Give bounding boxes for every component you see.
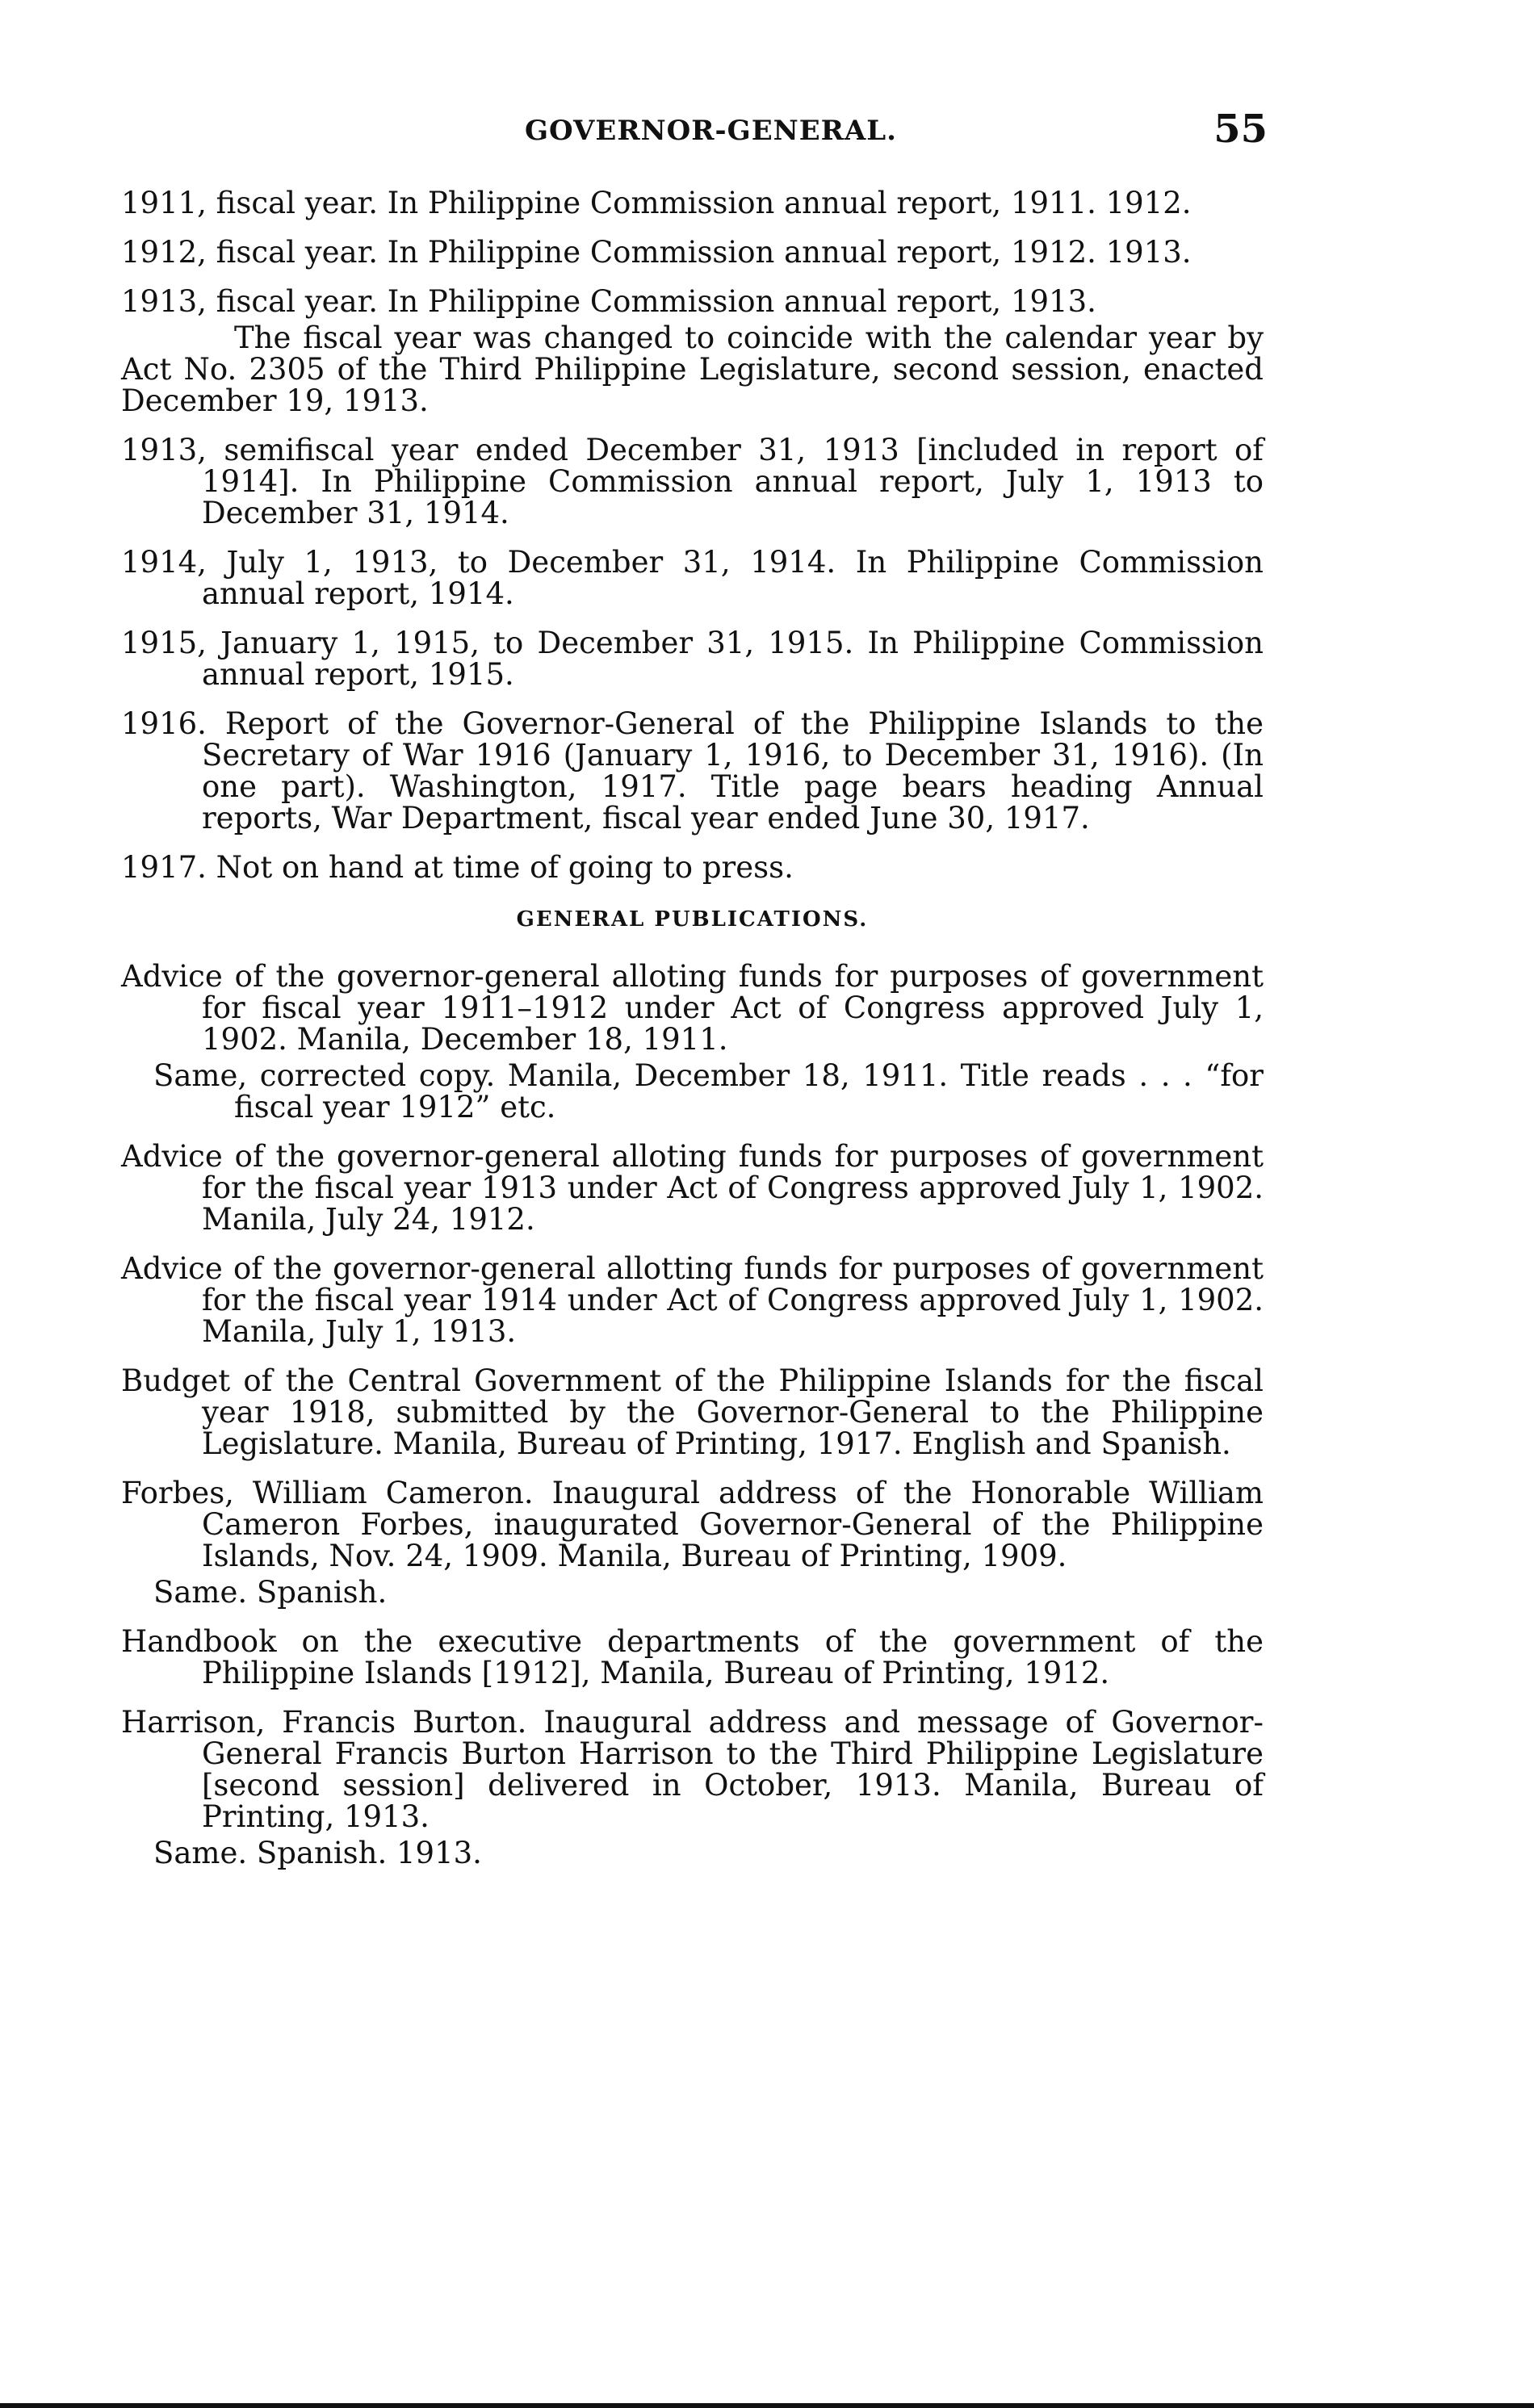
section-heading-general-publications: GENERAL PUBLICATIONS.	[516, 907, 869, 932]
publication-subentry: Same. Spanish. 1913.	[153, 1836, 482, 1870]
publication-entry: Harrison, Francis Burton. Inaugural address and message of Governor-General Francis Burton Harrison to the Third Philippine Legislature [second session] delivered in October, 1913. Manila, Bureau of Printing, 1913.	[121, 1705, 1264, 1834]
main-text	[121, 187, 1264, 1887]
publication-entry: Handbook on the executive departments of the government of the Philippine Islands [1912], Manila, Bureau of Printing, 1912.	[121, 1624, 1264, 1690]
fiscal-year-note: The fiscal year was changed to coincide with the calendar year by Act No. 2305 of the Third Philippine Legislature, second session, enacted December 19, 1913.	[121, 320, 1264, 418]
report-entry-1917: 1917. Not on hand at time of going to press.	[121, 850, 794, 885]
report-entry-1915: 1915, January 1, 1915, to December 31, 1915. In Philippine Commission annual report, 1915.	[121, 626, 1264, 692]
page-number: 55	[1213, 107, 1268, 152]
publication-subentry: Same. Spanish.	[153, 1575, 388, 1610]
bottom-rule	[0, 2403, 1534, 2408]
report-entry-1912: 1912, fiscal year. In Philippine Commission annual report, 1912. 1913.	[121, 235, 1192, 270]
publication-entry: Advice of the governor-general alloting funds for purposes of government for fiscal year 1911–1912 under Act of Congress approved July 1, 1902. Manila, December 18, 1911.	[121, 959, 1264, 1057]
report-entry-1914: 1914, July 1, 1913, to December 31, 1914. In Philippine Commission annual report, 1914.	[121, 545, 1264, 611]
report-entry-1911: 1911, fiscal year. In Philippine Commission annual report, 1911. 1912.	[121, 186, 1192, 220]
report-entry-1913-semifiscal: 1913, semifiscal year ended December 31, 1913 [included in report of 1914]. In Philippine Commission annual report, July 1, 1913 to December 31, 1914.	[121, 433, 1264, 530]
publication-entry: Forbes, William Cameron. Inaugural address of the Honorable William Cameron Forbes, inaugurated Governor-General of the Philippine Islands, Nov. 24, 1909. Manila, Bureau of Printing, 1909.	[121, 1476, 1264, 1573]
publication-entry: Budget of the Central Government of the Philippine Islands for the fiscal year 1918, submitted by the Governor-General to the Philippine Legislature. Manila, Bureau of Printing, 1917. English and Spanish.	[121, 1363, 1264, 1461]
running-head	[121, 107, 1268, 163]
running-head-title: GOVERNOR-GENERAL.	[525, 115, 897, 147]
publication-subentry: Same, corrected copy. Manila, December 18, 1911. Title reads . . . “for fiscal year 1912” etc.	[153, 1058, 1264, 1124]
publication-entry: Advice of the governor-general alloting funds for purposes of government for the fiscal year 1913 under Act of Congress approved July 1, 1902. Manila, July 24, 1912.	[121, 1139, 1264, 1237]
publication-entry: Advice of the governor-general allotting funds for purposes of government for the fiscal year 1914 under Act of Congress approved July 1, 1902. Manila, July 1, 1913.	[121, 1251, 1264, 1349]
report-entry-1916: 1916. Report of the Governor-General of the Philippine Islands to the Secretary of War 1916 (January 1, 1916, to December 31, 1916). (In one part). Washington, 1917. Title page bears heading Annual reports, War Department, fiscal year ended June 30, 1917.	[121, 706, 1264, 835]
report-entry-1913: 1913, fiscal year. In Philippine Commission annual report, 1913.	[121, 284, 1096, 319]
